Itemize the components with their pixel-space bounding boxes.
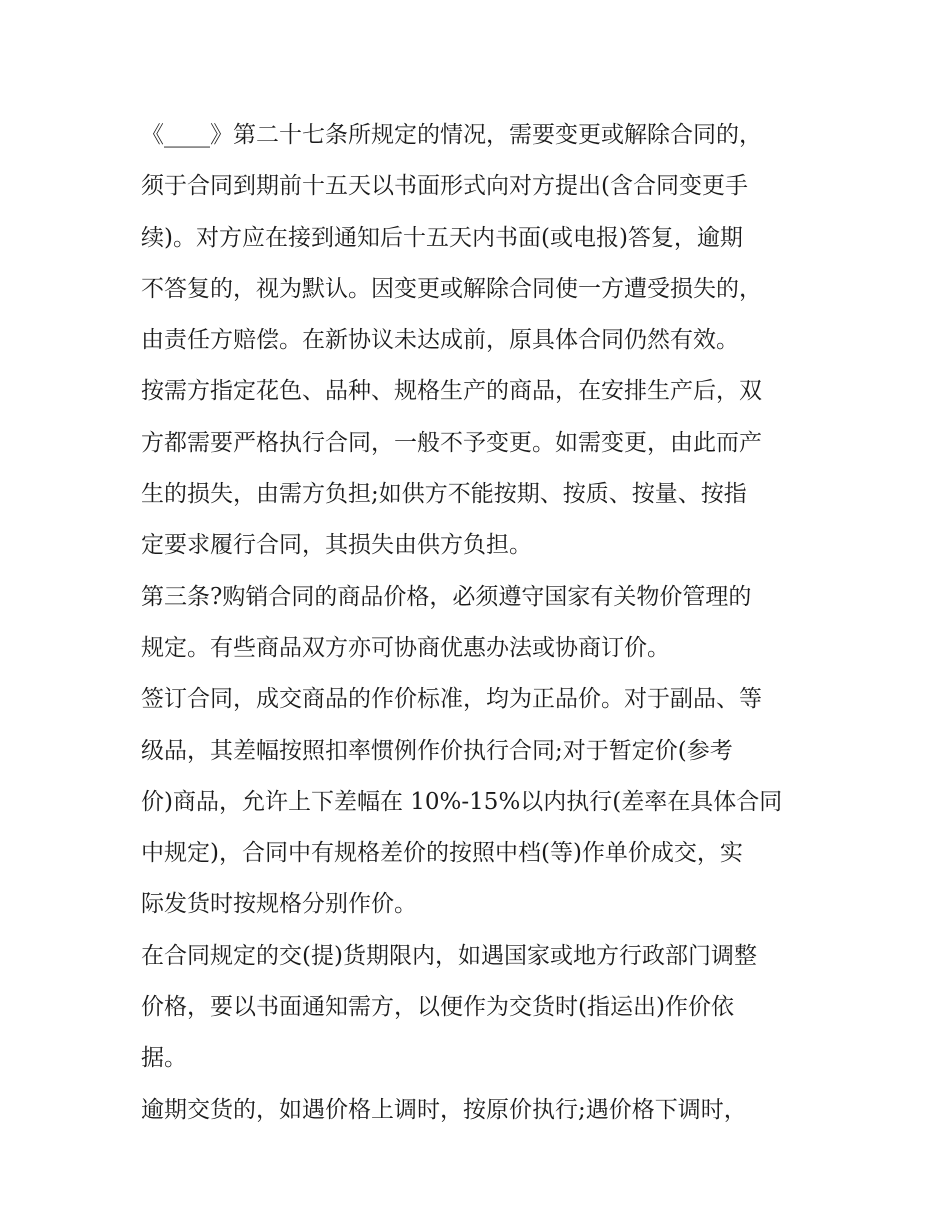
text-line: 在合同规定的交(提)货期限内，如遇国家或地方行政部门调整 xyxy=(141,942,757,969)
text-line: 签订合同，成交商品的作价标准，均为正品价。对于副品、等 xyxy=(141,686,762,713)
text-line: 方都需要严格执行合同，一般不予变更。如需变更，由此而产 xyxy=(141,429,762,456)
text-line: 中规定)，合同中有规格差价的按照中档(等)作单价成交，实 xyxy=(141,840,743,867)
text-line: 生的损失，由需方负担;如供方不能按期、按质、按量、按指 xyxy=(141,481,747,508)
text-line: 规定。有些商品双方亦可协商优惠办法或协商订价。 xyxy=(141,634,670,661)
text-line: 价)商品，允许上下差幅在 10%-15%以内执行(差率在具体合同 xyxy=(141,788,783,815)
text-line: 续)。对方应在接到通知后十五天内书面(或电报)答复，逾期 xyxy=(141,224,743,251)
text-line: 不答复的，视为默认。因变更或解除合同使一方遭受损失的， xyxy=(141,275,762,302)
text-line: 际发货时按规格分别作价。 xyxy=(141,891,417,918)
text-line: 第三条?购销合同的商品价格，必须遵守国家有关物价管理的 xyxy=(141,583,752,610)
text-line: 由责任方赔偿。在新协议未达成前，原具体合同仍然有效。 xyxy=(141,327,739,354)
text-line: 按需方指定花色、品种、规格生产的商品，在安排生产后，双 xyxy=(141,378,762,405)
document-body xyxy=(141,110,821,1136)
text-line: 定要求履行合同，其损失由供方负担。 xyxy=(141,532,532,559)
text-line: 逾期交货的，如遇价格上调时，按原价执行;遇价格下调时， xyxy=(141,1096,747,1123)
text-line: 须于合同到期前十五天以书面形式向对方提出(含合同变更手 xyxy=(141,173,748,200)
text-line: 价格，要以书面通知需方，以便作为交货时(指运出)作价依 xyxy=(141,994,734,1021)
text-line: 级品，其差幅按照扣率惯例作价执行合同;对于暂定价(参考 xyxy=(141,737,733,764)
text-line: 《____》第二十七条所规定的情况，需要变更或解除合同的， xyxy=(141,122,762,148)
text-line: 据。 xyxy=(141,1045,187,1072)
